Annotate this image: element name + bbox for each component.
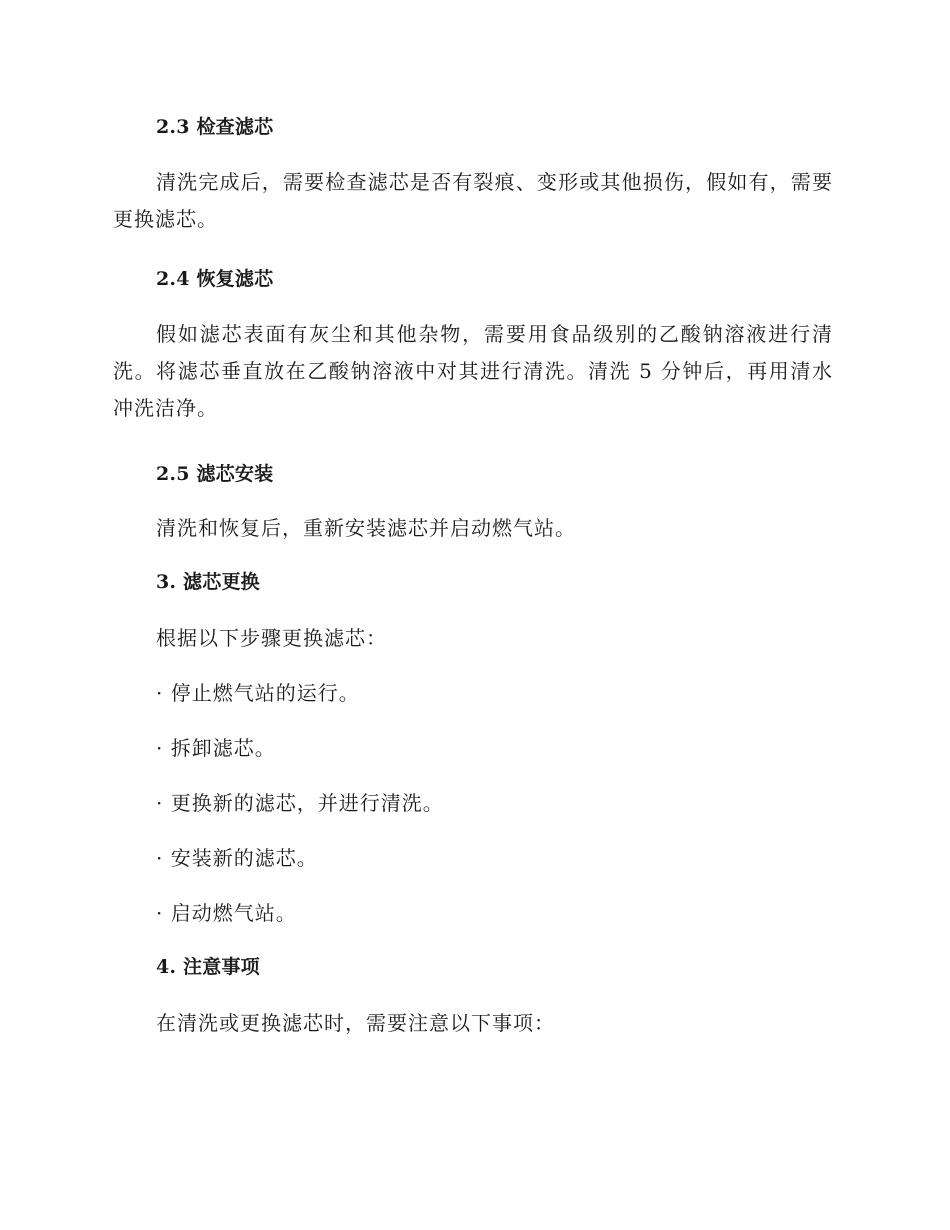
list-item: · 启动燃气站。 xyxy=(156,901,297,925)
list-item: · 更换新的滤芯，并进行清洗。 xyxy=(156,791,444,815)
list-item: · 安装新的滤芯。 xyxy=(156,846,318,870)
list-item: · 停止燃气站的运行。 xyxy=(156,681,360,705)
paragraph-install-filter: 清洗和恢复后，重新安装滤芯并启动燃气站。 xyxy=(156,516,576,540)
heading-3: 3. 滤芯更换 xyxy=(156,571,260,593)
list-item: · 拆卸滤芯。 xyxy=(156,736,276,760)
heading-2-5: 2.5 滤芯安装 xyxy=(156,463,274,485)
heading-4: 4. 注意事项 xyxy=(156,956,260,978)
heading-2-4: 2.4 恢复滤芯 xyxy=(156,268,274,290)
paragraph-check-filter: 清洗完成后，需要检查滤芯是否有裂痕、变形或其他损伤，假如有，需要更换滤芯。 xyxy=(113,170,833,231)
heading-2-3: 2.3 检查滤芯 xyxy=(156,116,274,138)
paragraph-replace-intro: 根据以下步骤更换滤芯： xyxy=(156,626,387,650)
paragraph-restore-filter: 假如滤芯表面有灰尘和其他杂物，需要用食品级别的乙酸钠溶液进行清洗。将滤芯垂直放在乙酸钠溶液中对其进行清洗。清洗 5 分钟后，再用清水冲洗洁净。 xyxy=(113,322,833,420)
paragraph-notes-intro: 在清洗或更换滤芯时，需要注意以下事项： xyxy=(156,1011,555,1035)
